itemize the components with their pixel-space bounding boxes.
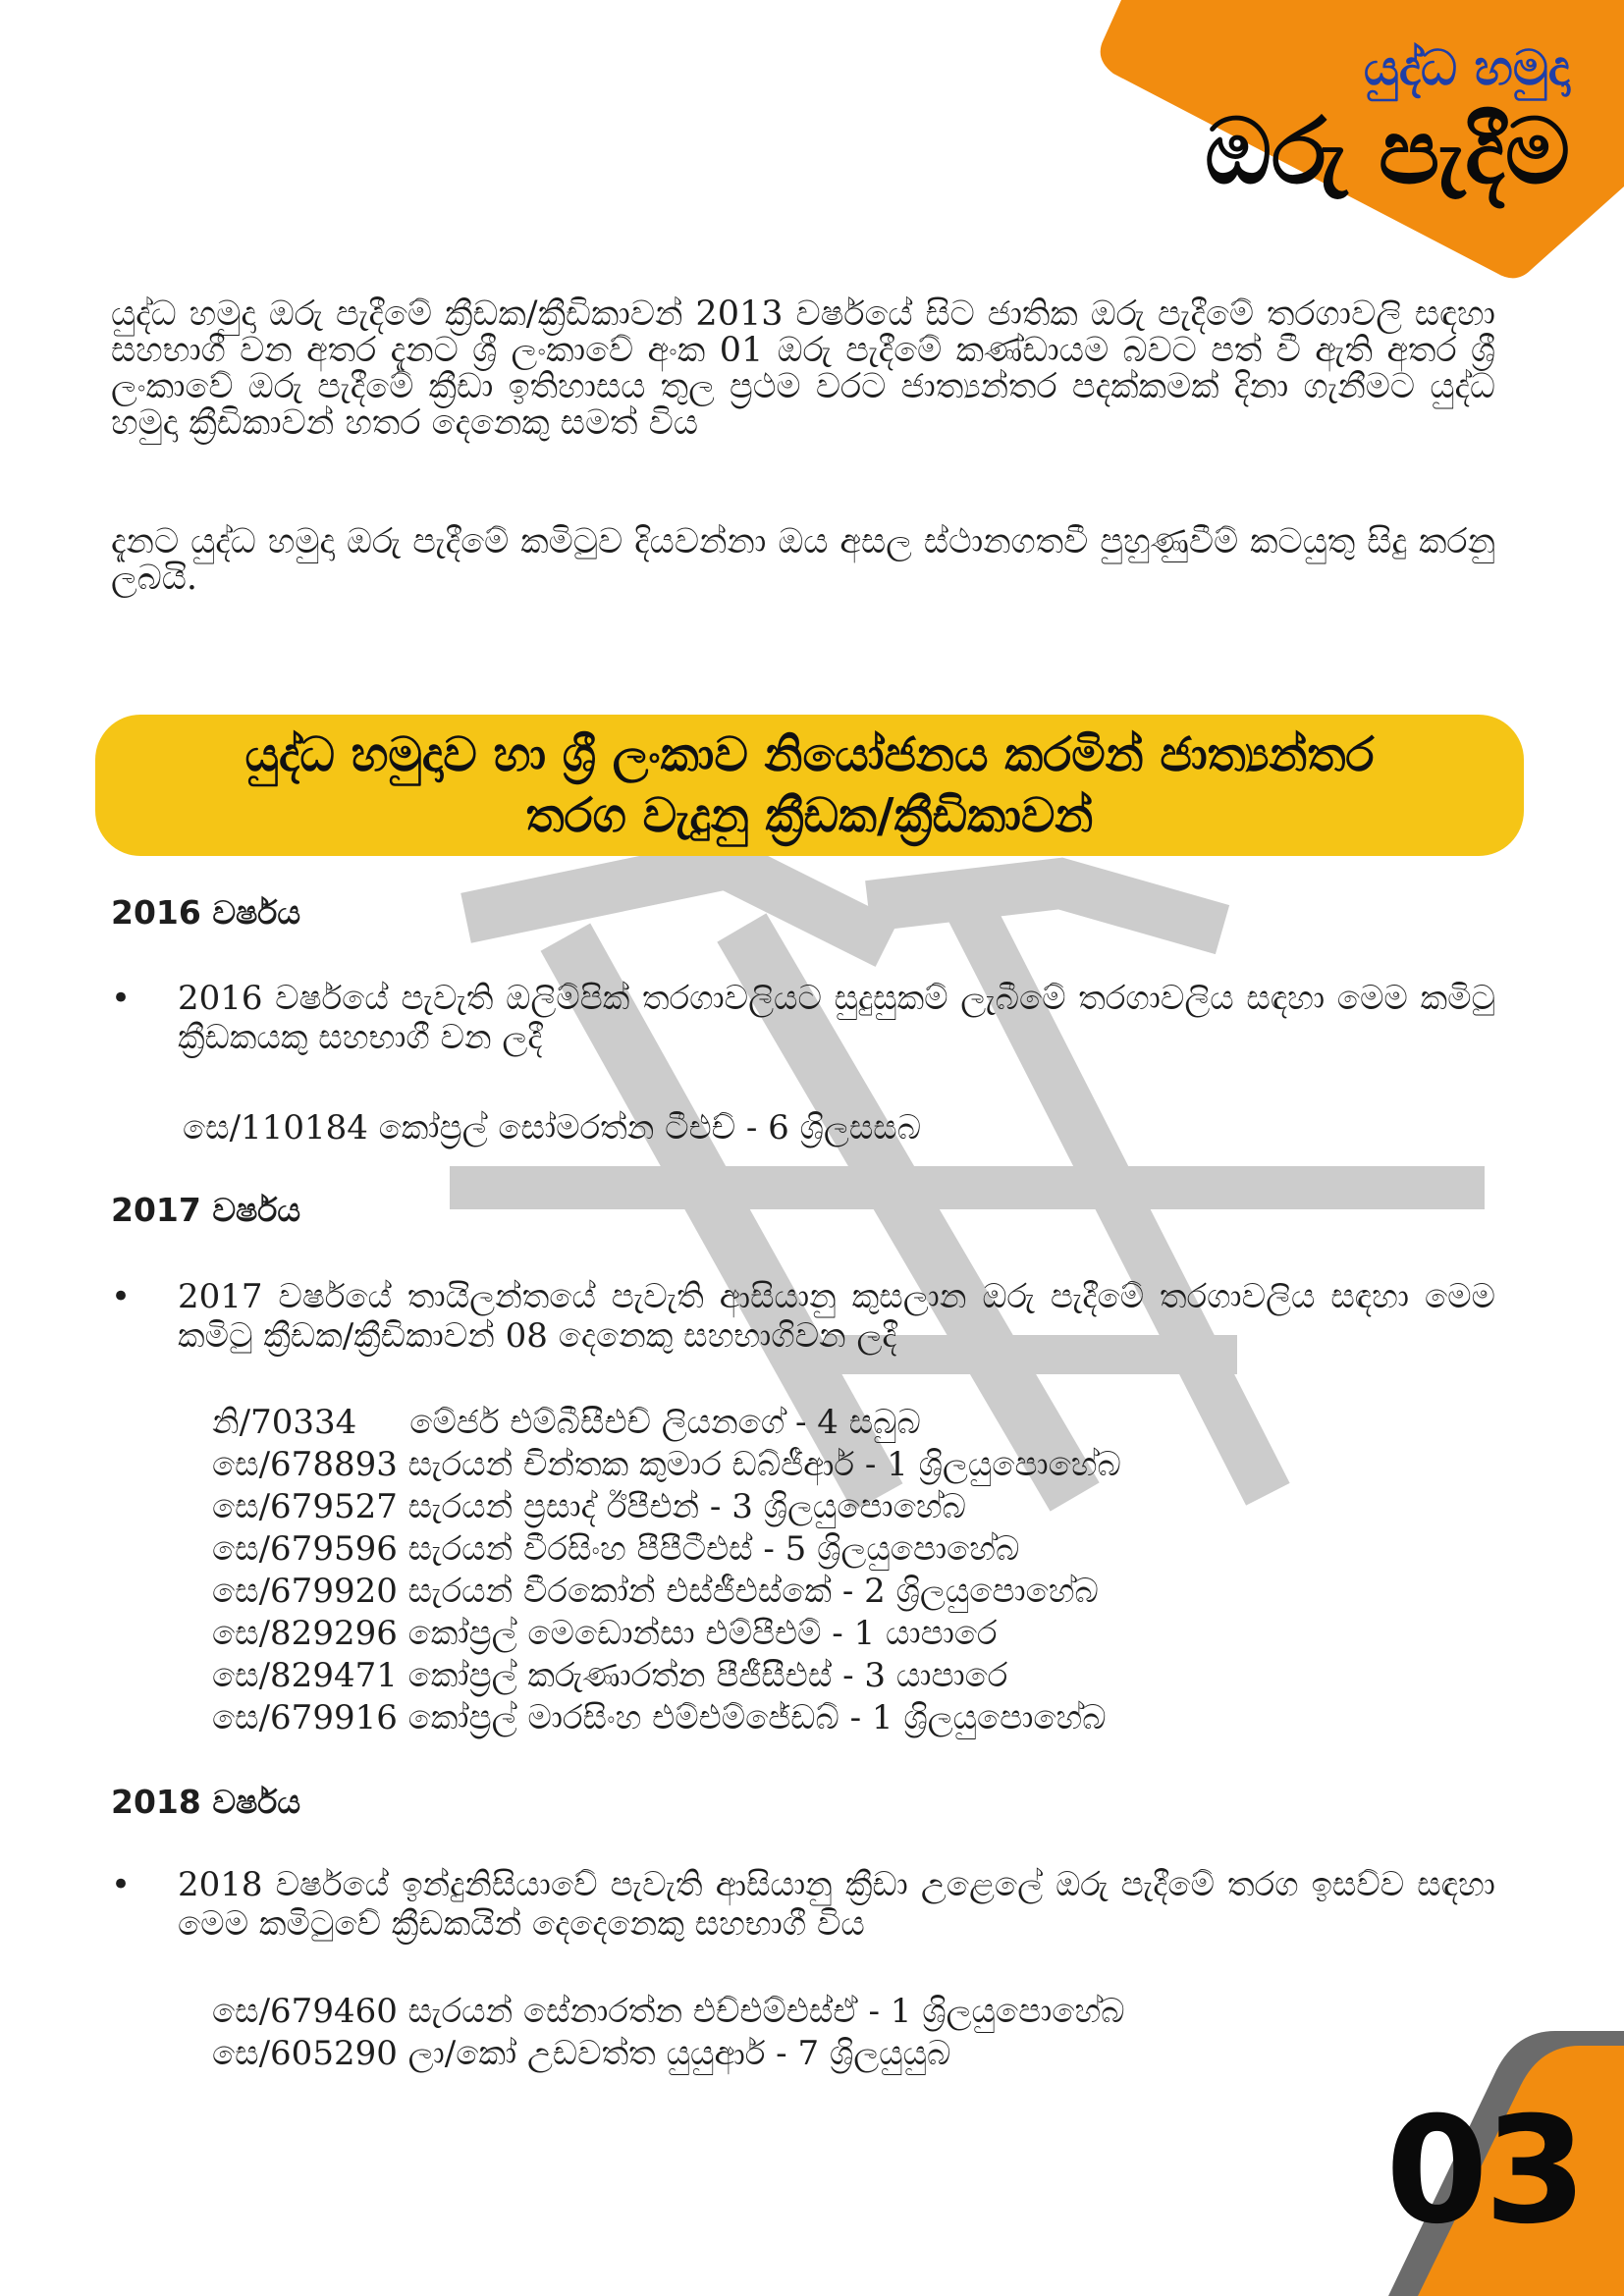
year-description <box>111 979 1495 1057</box>
header-title-block <box>1205 37 1570 206</box>
member-item: සෙ/829471 කෝප්‍රල් කරුණාරත්න පීජීසීඑස් - 3 යාපාරෙ <box>212 1656 1008 1695</box>
header-title-big: ඔරු පැදීම <box>1204 99 1570 204</box>
year-description-text: 2018 වර්ෂයේ ඉන්දුනිසියාවේ පැවැති ආසියානු ක්‍රීඩා උළෙලේ ඔරු පැදීමේ තරග ඉසව්ව සඳහා මෙම කමිටුවේ ක්‍රීඩකයින් දෙදෙනෙකු සහභාගී විය <box>178 1865 1495 1944</box>
member-item: සෙ/679527 සැරයන් ප්‍රසාද් ඊපීඑන් - 3 ශ්‍රිලයුපොහේබ <box>212 1487 966 1526</box>
bullet-icon: • <box>111 979 132 1018</box>
page-number: 03 <box>1385 2086 1583 2257</box>
member-item: සෙ/829296 කෝප්‍රල් මෙඩොන්සා එම්පීඑම් - 1 යාපාරෙ <box>212 1614 998 1653</box>
bullet-icon: • <box>111 1277 132 1316</box>
year-description <box>111 1277 1495 1356</box>
intro-paragraph-2: දැනට යුද්ධ හමුදා ඔරු පැදීමේ කමිටුව දියවන්නා ඔය අසල ස්ථානගතවී පුහුණුවීම් කටයුතු සිදු කරනු ලබයි. <box>111 522 1495 598</box>
bullet-icon: • <box>111 1865 132 1904</box>
member-item: සෙ/679920 සැරයන් වීරකෝන් එස්ජීඑස්කේ - 2 ශ්‍රිලයුපොහේබ <box>212 1572 1099 1611</box>
year-heading: 2018 වර්ෂය <box>111 1783 301 1821</box>
year-heading: 2017 වර්ෂය <box>111 1191 301 1229</box>
member-list <box>183 1107 921 1149</box>
member-item: සෙ/605290 ලා/කෝ උඩවත්ත යුයුආර් - 7 ශ්‍රිලයුයුබ <box>212 2034 951 2073</box>
year-description-text: 2017 වර්ෂයේ තායිලන්තයේ පැවැති ආසියානු කුසලාන ඔරු පැදීමේ තරගාවලිය සඳහා මෙම කමිටු ක්‍රීඩක/ක්‍රීඩිකාවන් 08 දෙනෙකු සහභාගිවන ලදී <box>178 1277 1495 1356</box>
year-description-text: 2016 වර්ෂයේ පැවැති ඔලිම්පික් තරගාවලියට සුදුසුකම් ලැබීමේ තරගාවලිය සඳහා මෙම කමිටු ක්‍රීඩකයකු සහභාගී වන ලදී <box>178 979 1495 1057</box>
banner-line-1: යුද්ධ හමුදාව හා ශ්‍රී ලංකාව නියෝජනය කරමින් ජාත්‍යන්තර <box>244 727 1375 782</box>
intro-paragraph-1: යුද්ධ හමුදා ඔරු පැදීමේ ක්‍රීඩක/ක්‍රීඩිකාවන් 2013 වර්ෂයේ සිට ජාතික ඔරු පැදීමේ තරගාවලි සඳහා සහභාගී වන අතර දැනට ශ්‍රී ලංකාවේ අංක 01 ඔරු පැදීමේ කණ්ඩායම බවට පත් වී ඇති අතර ශ්‍රී ලංකාවේ ඔරු පැදීමේ ක්‍රීඩා ඉතිහාසය තුල ප්‍රථම වරට ජාත්‍යන්තර පදක්කමක් දිනා ගැනීමට යුද්ධ හමුදා ක්‍රීඩිකාවන් හතර දෙනෙකු සමත් විය <box>111 294 1495 443</box>
member-item: සෙ/110184 කෝප්‍රල් සෝමරත්න ටීඑච් - 6 ශ්‍රිලසසබ <box>183 1108 922 1148</box>
section-banner <box>95 715 1524 856</box>
member-item: නි/70334 මේජර් එම්බීසීඑච් ලියනගේ - 4 සබුබ <box>212 1403 921 1442</box>
member-item: සෙ/679916 කෝප්‍රල් මාරසිංහ එම්එම්ජේඩබ් - 1 ශ්‍රිලයුපොහේබ <box>212 1698 1107 1737</box>
member-list <box>212 1991 1125 2075</box>
member-list <box>212 1402 1121 1739</box>
year-heading: 2016 වර්ෂය <box>111 893 301 932</box>
member-item: සෙ/679596 සැරයන් වීරසිංහ පීපීටීඑස් - 5 ශ්‍රිලයුපොහේබ <box>212 1529 1020 1569</box>
member-item: සෙ/679460 සැරයන් සේනාරත්න එච්එම්එස්ඒ - 1 ශ්‍රිලයුපොහේබ <box>212 1992 1125 2031</box>
member-item: සෙ/678893 සැරයන් චින්තක කුමාර ඩබ්ජීආර් - 1 ශ්‍රිලයුපොහේබ <box>212 1445 1121 1484</box>
year-description <box>111 1865 1495 1944</box>
header-title-small: යුද්ධ හමුදා <box>1363 39 1570 96</box>
banner-line-2: තරග වැදුනු ක්‍රීඩක/ක්‍රීඩිකාවන් <box>525 788 1094 843</box>
